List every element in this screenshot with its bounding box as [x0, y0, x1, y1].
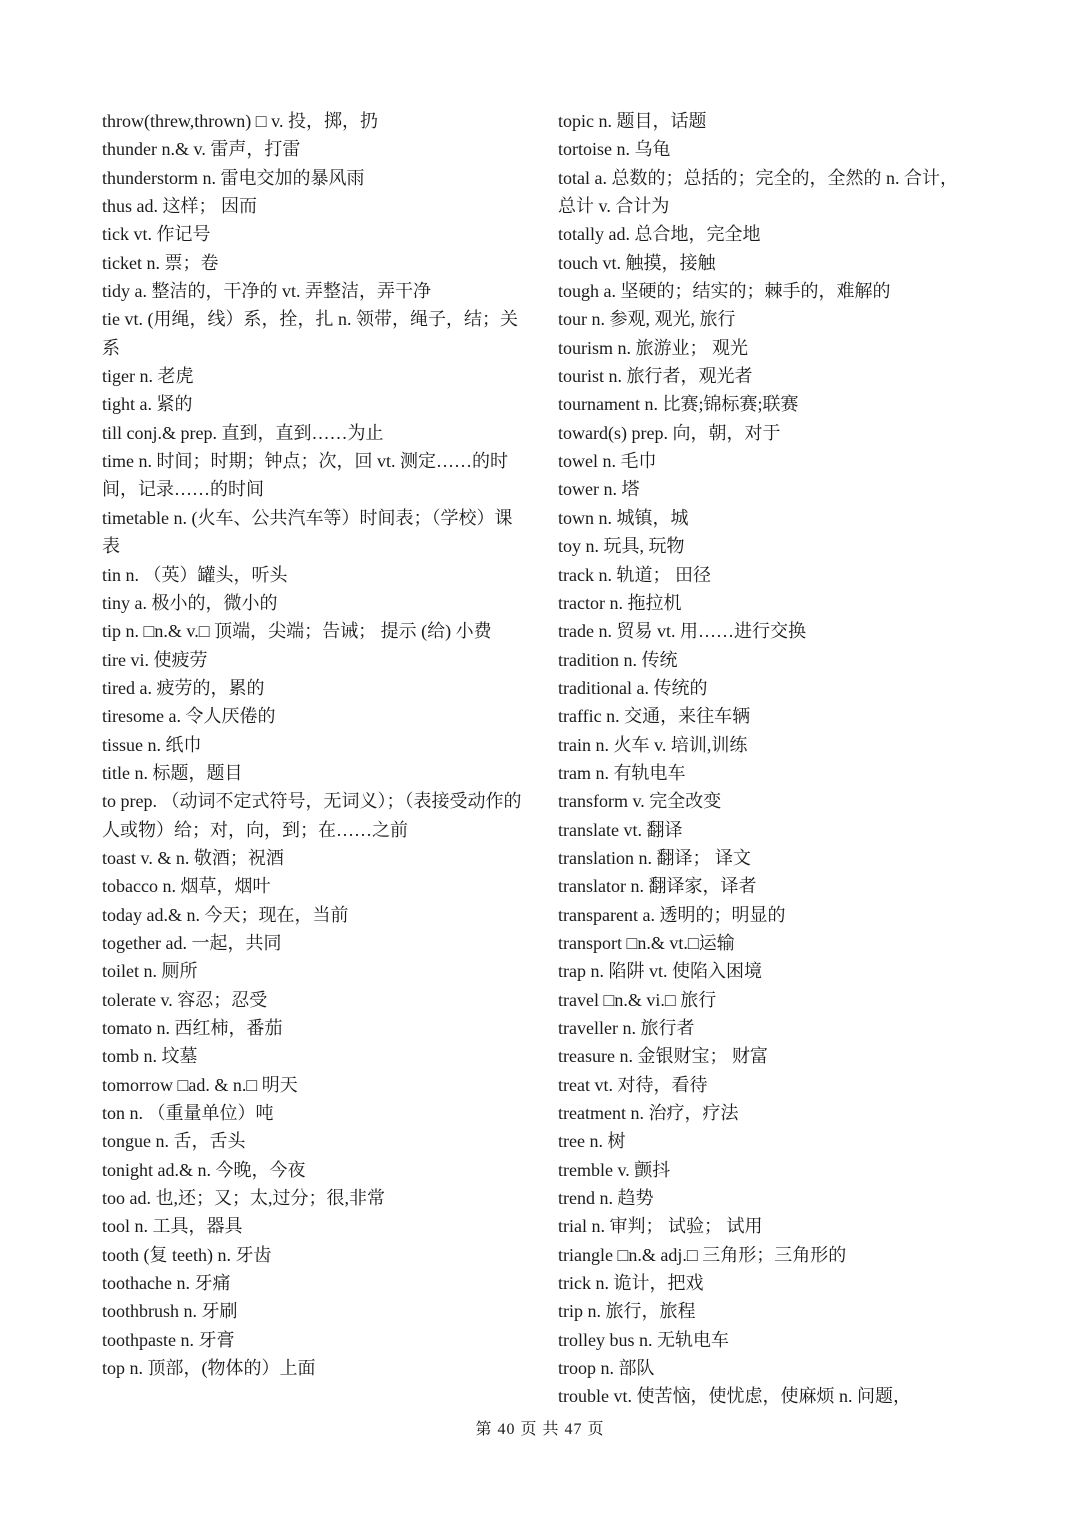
right-column: [558, 107, 958, 1411]
word-entry: transform v. 完全改变: [558, 791, 722, 812]
word-entry: tour n. 参观, 观光, 旅行: [558, 309, 736, 330]
word-entry: tourism n. 旅游业； 观光: [558, 337, 749, 358]
word-entry: travel □n.& vi.□ 旅行: [558, 989, 717, 1010]
word-entry: time n. 时间；时期；钟点；次，回 vt. 测定……的时间，记录……的时间: [102, 451, 508, 500]
word-entry: traditional a. 传统的: [558, 677, 708, 698]
word-entry: trade n. 贸易 vt. 用……进行交换: [558, 621, 806, 642]
word-entry: toothbrush n. 牙刷: [102, 1301, 238, 1322]
word-entry: thunder n.& v. 雷声，打雷: [102, 139, 301, 160]
word-entry: treasure n. 金银财宝； 财富: [558, 1046, 768, 1067]
word-entry: tiger n. 老虎: [102, 366, 194, 387]
word-entry: tortoise n. 乌龟: [558, 139, 671, 160]
word-entry: traveller n. 旅行者: [558, 1018, 695, 1038]
word-entry: translation n. 翻译； 译文: [558, 847, 751, 868]
word-entry: tournament n. 比赛;锦标赛;联赛: [558, 394, 799, 415]
word-entry: ticket n. 票；卷: [102, 252, 219, 273]
word-entry: trend n. 趋势: [558, 1188, 654, 1209]
word-entry: trolley bus n. 无轨电车: [558, 1329, 729, 1350]
word-entry: tolerate v. 容忍；忍受: [102, 989, 268, 1010]
word-entry: train n. 火车 v. 培训,训练: [558, 734, 748, 755]
word-entry: translate vt. 翻译: [558, 819, 683, 840]
word-entry: tiresome a. 令人厌倦的: [102, 706, 276, 727]
word-entry: trick n. 诡计，把戏: [558, 1273, 704, 1294]
word-entry: tomb n. 坟墓: [102, 1046, 198, 1067]
word-entry: title n. 标题，题目: [102, 762, 243, 783]
word-entry: tidy a. 整洁的，干净的 vt. 弄整洁，弄干净: [102, 281, 431, 302]
word-entry: town n. 城镇，城: [558, 507, 689, 528]
word-entry: tonight ad.& n. 今晚，今夜: [102, 1159, 306, 1180]
word-entry: tissue n. 纸巾: [102, 734, 202, 755]
word-entry: trial n. 审判； 试验； 试用: [558, 1216, 763, 1237]
page-footer: 第 40 页 共 47 页: [475, 1421, 605, 1438]
word-entry: tight a. 紧的: [102, 394, 193, 415]
word-entry: treatment n. 治疗，疗法: [558, 1103, 739, 1124]
word-entry: trap n. 陷阱 vt. 使陷入困境: [558, 961, 762, 982]
word-entry: tomato n. 西红柿，番茄: [102, 1018, 283, 1038]
word-entry: throw(threw,thrown) □ v. 投，掷，扔: [102, 111, 378, 131]
word-entry: top n. 顶部，(物体的）上面: [102, 1358, 316, 1379]
word-entry: tram n. 有轨电车: [558, 762, 686, 783]
word-entry: translator n. 翻译家，译者: [558, 876, 757, 897]
word-entry: toothpaste n. 牙膏: [102, 1329, 235, 1350]
word-entry: tick vt. 作记号: [102, 224, 211, 245]
word-entry: tremble v. 颤抖: [558, 1159, 671, 1180]
word-entry: tin n. （英）罐头，听头: [102, 564, 288, 585]
word-entry: thunderstorm n. 雷电交加的暴风雨: [102, 167, 365, 188]
word-entry: troop n. 部队: [558, 1358, 655, 1379]
word-entry: topic n. 题目，话题: [558, 111, 707, 131]
word-entry: together ad. 一起，共同: [102, 932, 282, 953]
word-entry: tool n. 工具，器具: [102, 1216, 243, 1237]
word-entry: too ad. 也,还；又；太,过分；很,非常: [102, 1188, 385, 1209]
word-entry: thus ad. 这样； 因而: [102, 196, 257, 217]
word-entry: traffic n. 交通，来往车辆: [558, 706, 751, 727]
word-entry: tongue n. 舌，舌头: [102, 1131, 246, 1152]
word-entry: towel n. 毛巾: [558, 451, 657, 472]
word-entry: touch vt. 触摸，接触: [558, 252, 716, 273]
word-entry: tourist n. 旅行者，观光者: [558, 366, 753, 387]
word-entry: treat vt. 对待，看待: [558, 1074, 708, 1095]
left-column: [102, 107, 524, 1382]
word-entry: tree n. 树: [558, 1131, 626, 1152]
word-entry: ton n. （重量单位）吨: [102, 1103, 274, 1124]
word-entry: toothache n. 牙痛: [102, 1273, 231, 1294]
word-entry: tip n. □n.& v.□ 顶端，尖端；告诫； 提示 (给) 小费: [102, 621, 492, 642]
word-entry: total a. 总数的；总括的；完全的，全然的 n. 合计，总计 v. 合计为: [558, 167, 958, 217]
word-entry: tobacco n. 烟草，烟叶: [102, 876, 271, 897]
word-entry: today ad.& n. 今天；现在，当前: [102, 904, 349, 925]
word-entry: totally ad. 总合地，完全地: [558, 224, 761, 245]
word-entry: trouble vt. 使苦恼，使忧虑，使麻烦 n. 问题，: [558, 1386, 911, 1407]
word-entry: track n. 轨道； 田径: [558, 564, 711, 585]
word-entry: transparent a. 透明的；明显的: [558, 904, 786, 925]
word-entry: tired a. 疲劳的，累的: [102, 677, 265, 698]
word-entry: tiny a. 极小的，微小的: [102, 592, 278, 613]
word-entry: transport □n.& vt.□运输: [558, 932, 735, 953]
word-entry: toward(s) prep. 向，朝，对于: [558, 422, 781, 443]
word-entry: to prep. （动词不定式符号，无词义）；（表接受动作的人或物）给；对，向，到；在……之前: [102, 791, 522, 840]
word-entry: tough a. 坚硬的；结实的；棘手的，难解的: [558, 281, 891, 302]
word-entry: tower n. 塔: [558, 479, 640, 500]
word-entry: triangle □n.& adj.□ 三角形；三角形的: [558, 1244, 847, 1265]
word-entry: toast v. & n. 敬酒；祝酒: [102, 847, 284, 868]
word-entry: tire vi. 使疲劳: [102, 649, 208, 670]
word-entry: toy n. 玩具, 玩物: [558, 536, 685, 557]
word-entry: till conj.& prep. 直到，直到……为止: [102, 422, 384, 443]
word-entry: toilet n. 厕所: [102, 961, 198, 982]
word-entry: tradition n. 传统: [558, 649, 678, 670]
word-entry: tractor n. 拖拉机: [558, 592, 682, 613]
word-entry: tooth (复 teeth) n. 牙齿: [102, 1244, 272, 1265]
word-entry: timetable n. (火车、公共汽车等）时间表；（学校）课表: [102, 507, 513, 557]
word-entry: trip n. 旅行，旅程: [558, 1301, 696, 1322]
word-entry: tomorrow □ad. & n.□ 明天: [102, 1074, 298, 1095]
word-entry: tie vt. (用绳，线）系，拴，扎 n. 领带，绳子，结；关系: [102, 309, 518, 358]
